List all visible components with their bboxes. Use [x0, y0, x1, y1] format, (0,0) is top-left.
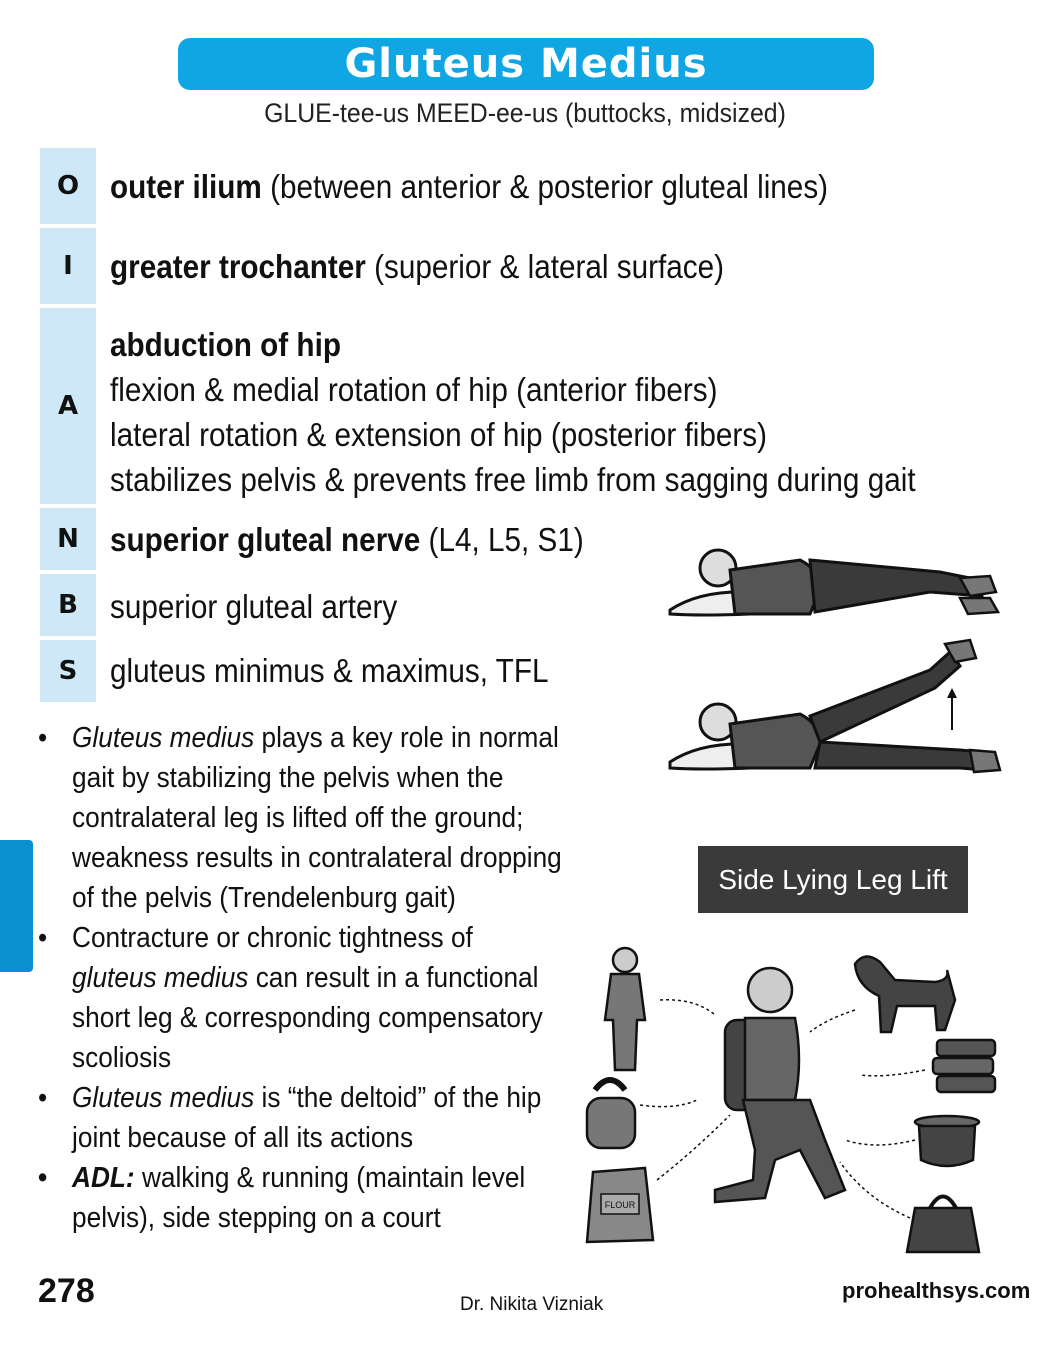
exercise-caption: Side Lying Leg Lift	[698, 846, 968, 913]
origin-bold: outer ilium	[110, 168, 262, 205]
adl-label: ADL:	[72, 1162, 135, 1194]
bullet: •	[38, 722, 48, 754]
note-text: of the pelvis (Trendelenburg gait)	[72, 882, 456, 914]
clinical-notes	[38, 718, 598, 1238]
nerve-letter: N	[40, 508, 96, 570]
pot-icon	[915, 1116, 979, 1166]
nerve-rest: (L4, L5, S1)	[420, 521, 584, 558]
insertion-rest: (superior & lateral surface)	[365, 248, 725, 285]
note-item	[38, 1078, 624, 1158]
insertion-letter: I	[40, 228, 96, 304]
note-text: plays a key role in normal	[254, 722, 559, 754]
action-line-2: flexion & medial rotation of hip (anterior fibers)	[110, 371, 718, 408]
note-item	[38, 918, 624, 1078]
action-line-3: lateral rotation & extension of hip (posterior fibers)	[110, 416, 768, 453]
nerve-bold: superior gluteal nerve	[110, 521, 421, 558]
note-italic: Gluteus medius	[72, 1082, 255, 1114]
note-italic: Gluteus medius	[72, 722, 255, 754]
synergist-row	[40, 640, 570, 702]
note-text: pelvis), side stepping on a court	[72, 1202, 441, 1234]
note-text: joint because of all its actions	[72, 1122, 414, 1154]
flour-sack-icon	[587, 1168, 653, 1242]
insertion-row	[40, 228, 1030, 304]
note-text: contralateral leg is lifted off the ground;	[72, 802, 524, 834]
note-text: walking & running (maintain level	[134, 1162, 526, 1194]
action-line-4: stabilizes pelvis & prevents free limb from sagging during gait	[110, 461, 916, 498]
note-italic: gluteus medius	[72, 962, 249, 994]
synergist-letter: S	[40, 640, 96, 702]
origin-row	[40, 148, 1030, 224]
chapter-tab	[0, 840, 33, 972]
note-text: gait by stabilizing the pelvis when the	[72, 762, 504, 794]
note-text: Contracture or chronic tightness of	[72, 922, 473, 954]
blood-row	[40, 574, 570, 636]
note-text: short leg & corresponding compensatory	[72, 1002, 543, 1034]
action-row	[40, 308, 1030, 504]
note-item	[38, 718, 624, 918]
origin-letter: O	[40, 148, 96, 224]
note-text: can result in a functional	[248, 962, 539, 994]
action-letter: A	[40, 308, 96, 504]
person-icon	[605, 948, 645, 1070]
kettlebell-icon	[587, 1080, 635, 1148]
flour-label: FLOUR	[604, 1200, 636, 1210]
note-text: scoliosis	[72, 1042, 172, 1074]
side-lying-lift-illustration	[660, 630, 1010, 785]
weight-bag-icon	[907, 1197, 979, 1253]
title-banner	[178, 38, 874, 90]
origin-text	[110, 168, 828, 206]
dog-icon	[855, 956, 955, 1032]
bullet: •	[38, 1082, 48, 1114]
books-icon	[933, 1040, 995, 1092]
page-number: 278	[38, 1272, 95, 1310]
website-link[interactable]: prohealthsys.com	[842, 1278, 1031, 1303]
insertion-text	[110, 248, 724, 286]
author: Dr. Nikita Vizniak	[460, 1294, 604, 1315]
side-lying-start-illustration	[660, 530, 1010, 630]
bullet: •	[38, 922, 48, 954]
pronunciation: GLUE-tee-us MEED-ee-us (buttocks, midsized)	[264, 98, 786, 128]
origin-rest: (between anterior & posterior gluteal lines)	[261, 168, 829, 205]
synergist-text: gluteus minimus & maximus, TFL	[110, 652, 549, 689]
blood-text: superior gluteal artery	[110, 588, 398, 625]
bullet: •	[38, 1162, 48, 1194]
adl-illustration	[575, 940, 1015, 1255]
action-text	[110, 322, 916, 502]
lunging-man-icon	[715, 968, 845, 1202]
blood-letter: B	[40, 574, 96, 636]
action-bold: abduction of hip	[110, 326, 341, 363]
insertion-bold: greater trochanter	[110, 248, 366, 285]
nerve-text	[110, 521, 584, 559]
page-title: Gluteus Medius	[344, 41, 708, 87]
note-item	[38, 1158, 624, 1238]
note-text: weakness results in contralateral dropping	[72, 842, 562, 874]
note-text: is “the deltoid” of the hip	[254, 1082, 542, 1114]
